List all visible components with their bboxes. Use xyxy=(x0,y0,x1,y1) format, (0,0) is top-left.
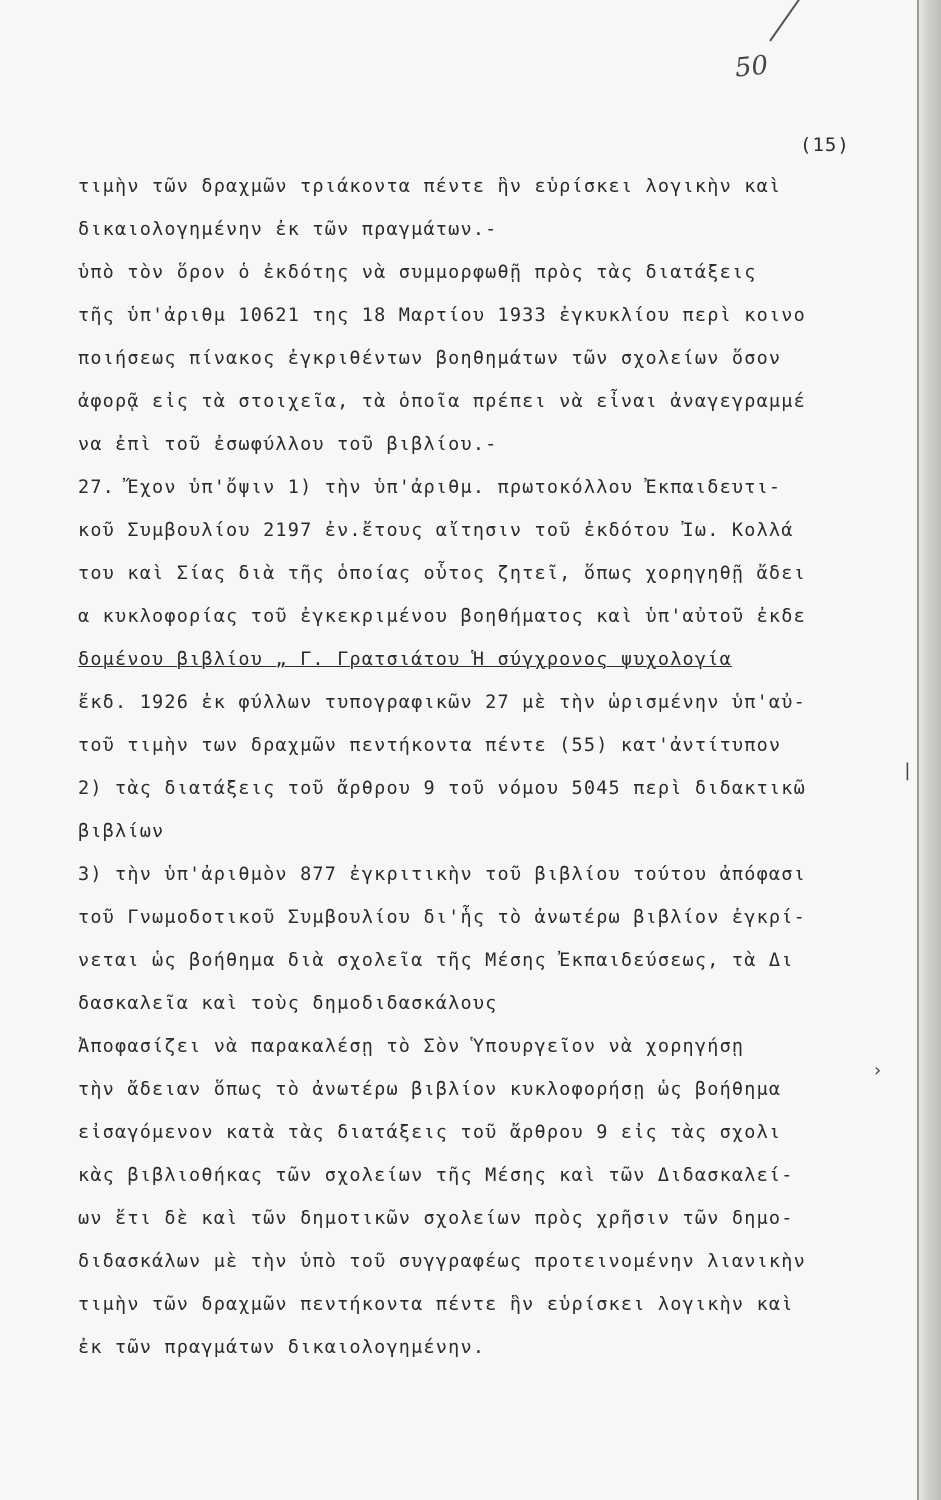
folio-number: 50 xyxy=(733,50,770,84)
text-line: τοῦ Γνωμοδοτικοῦ Συμβουλίου δι'ἧς τὸ ἀνωτέρω βιβλίον ἐγκρί- xyxy=(78,907,806,928)
text-line: κὰς βιβλιοθήκας τῶν σχολείων τῆς Μέσης καὶ τῶν Διδασκαλεί- xyxy=(78,1165,794,1186)
text-line: τὴν ἄδειαν ὅπως τὸ ἀνωτέρω βιβλίον κυκλοφορήσῃ ὡς βοήθημα xyxy=(78,1079,782,1100)
text-line: ποιήσεως πίνακος ἐγκριθέντων βοηθημάτων τῶν σχολείων ὅσον xyxy=(78,348,782,369)
margin-tick-mark: | xyxy=(902,760,913,781)
text-line: διδασκάλων μὲ τὴν ὑπὸ τοῦ συγγραφέως προτεινομένην λιανικὴν xyxy=(78,1251,806,1272)
text-line: βιβλίων xyxy=(78,821,165,842)
text-line: Ἀποφασίζει νὰ παρακαλέσῃ τὸ Σὸν Ὑπουργεῖον νὰ χορηγήσῃ xyxy=(78,1036,745,1057)
text-line: του καὶ Σίας διὰ τῆς ὁποίας οὗτος ζητεῖ, ὅπως χορηγηθῇ ἄδει xyxy=(78,563,806,584)
text-line: κοῦ Συμβουλίου 2197 ἐν.ἔτους αἴτησιν τοῦ ἐκδότου Ἰω. Κολλά xyxy=(78,520,794,541)
text-line: 27. Ἔχον ὑπ'ὄψιν 1) τὴν ὑπ'ἀριθμ. πρωτοκόλλου Ἐκπαιδευτι- xyxy=(78,477,782,498)
text-line: 2) τὰς διατάξεις τοῦ ἄρθρου 9 τοῦ νόμου 5045 περὶ διδακτικῶ xyxy=(78,778,806,799)
text-line: τῆς ὑπ'ἀριθμ 10621 της 18 Μαρτίου 1933 ἐγκυκλίου περὶ κοινο xyxy=(78,305,806,326)
page-number: (15) xyxy=(800,134,850,156)
text-line: ἔκδ. 1926 ἐκ φύλλων τυπογραφικῶν 27 μὲ τὴν ὡρισμένην ὑπ'αὐ- xyxy=(78,692,806,713)
text-line: ἀφορᾷ εἰς τὰ στοιχεῖα, τὰ ὁποῖα πρέπει νὰ εἶναι ἀναγεγραμμέ xyxy=(78,391,806,412)
text-line: ων ἔτι δὲ καὶ τῶν δημοτικῶν σχολείων πρὸς χρῆσιν τῶν δημο- xyxy=(78,1208,794,1229)
page-edge xyxy=(919,0,941,1500)
text-line: να ἐπὶ τοῦ ἐσωφύλλου τοῦ βιβλίου.- xyxy=(78,434,498,455)
text-line: δικαιολογημένην ἐκ τῶν πραγμάτων.- xyxy=(78,219,498,240)
text-line: α κυκλοφορίας τοῦ ἐγκεκριμένου βοηθήματος καὶ ὑπ'αὐτοῦ ἐκδε xyxy=(78,606,806,627)
typed-text-body xyxy=(78,165,898,1369)
text-line: τιμὴν τῶν δραχμῶν πεντήκοντα πέντε ἣν εὑρίσκει λογικὴν καὶ xyxy=(78,1294,794,1315)
text-line: νεται ὡς βοήθημα διὰ σχολεῖα τῆς Μέσης Ἐκπαιδεύσεως, τὰ Δι xyxy=(78,950,794,971)
folio-strike-mark xyxy=(769,0,805,42)
text-line: ἐκ τῶν πραγμάτων δικαιολογημένην. xyxy=(78,1337,486,1358)
text-line: εἰσαγόμενον κατὰ τὰς διατάξεις τοῦ ἄρθρου 9 εἰς τὰς σχολι xyxy=(78,1122,782,1143)
margin-bracket-mark: › xyxy=(872,1060,883,1081)
text-line-underlined: δομένου βιβλίου „ Γ. Γρατσιάτου Ἡ σύγχρονος ψυχολογία xyxy=(78,649,732,670)
text-line: δασκαλεῖα καὶ τοὺς δημοδιδασκάλους xyxy=(78,993,498,1014)
text-line: τοῦ τιμὴν των δραχμῶν πεντήκοντα πέντε (55) κατ'ἀντίτυπον xyxy=(78,735,782,756)
text-line: ὑπὸ τὸν ὅρον ὁ ἐκδότης νὰ συμμορφωθῇ πρὸς τὰς διατάξεις xyxy=(78,262,757,283)
text-line: τιμὴν τῶν δραχμῶν τριάκοντα πέντε ἣν εὑρίσκει λογικὴν καὶ xyxy=(78,176,782,197)
text-line: 3) τὴν ὑπ'ἀριθμὸν 877 ἐγκριτικὴν τοῦ βιβλίου τούτου ἀπόφασι xyxy=(78,864,806,885)
